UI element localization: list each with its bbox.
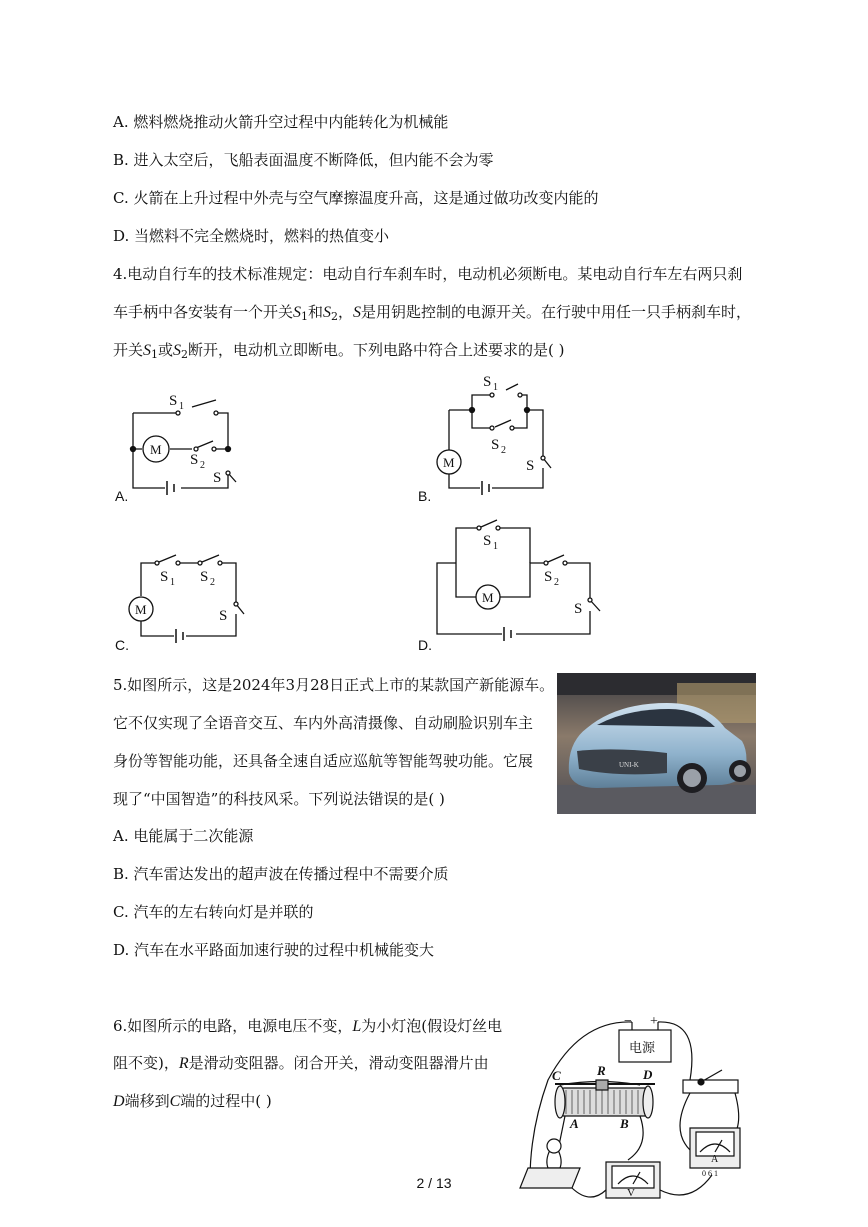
motor-symbol: M: [150, 442, 162, 457]
terminal-b-label: B: [620, 1116, 629, 1131]
switch-s1-label: S: [483, 533, 492, 549]
q5-option-b: B. 汽车雷达发出的超声波在传播过程中不需要介质: [113, 865, 449, 883]
switch-s-label: S: [574, 601, 583, 617]
switch-s2-subscript: 2: [200, 460, 205, 471]
q3-option-a: A. 燃料燃烧推动火箭升空过程中内能转化为机械能: [113, 113, 449, 131]
q4-stem-line1: 4.电动自行车的技术标准规定：电动自行车刹车时，电动机必须断电。某电动自行车左右两只刹: [113, 265, 743, 283]
switch-s1-label: S: [483, 374, 492, 390]
switch-s2-subscript: 2: [554, 577, 559, 588]
circuit-c-label: C.: [115, 637, 129, 653]
q5-option-d: D. 汽车在水平路面加速行驶的过程中机械能变大: [113, 941, 435, 959]
q6-stem-line1: 6.如图所示的电路，电源电压不变，L为小灯泡(假设灯丝电: [113, 1017, 503, 1035]
terminal-c-label: C: [552, 1068, 561, 1083]
motor-symbol: M: [135, 602, 147, 617]
switch-s2-subscript: 2: [501, 445, 506, 456]
power-source-label: 电源: [629, 1040, 656, 1055]
q4-stem-line2: 车手柄中各安装有一个开关$S_1$和$S_2$，S是用钥匙控制的电源开关。在行驶中用任一只手柄刹车时，: [113, 303, 752, 323]
minus-terminal-label: −: [624, 1014, 632, 1029]
q6-stem-line2: 阻不变)，R是滑动变阻器。闭合开关，滑动变阻器滑片由: [113, 1054, 489, 1072]
plus-terminal-label: +: [650, 1014, 658, 1029]
circuit-b-label: B.: [418, 488, 432, 504]
circuit-a-label: A.: [115, 488, 129, 504]
switch-s2-label: S: [190, 452, 199, 468]
switch-s2-subscript: 2: [210, 577, 215, 588]
switch-s1-label: S: [160, 569, 169, 585]
circuit-d-label: D.: [418, 637, 432, 653]
q3-option-b: B. 进入太空后，飞船表面温度不断降低，但内能不会为零: [113, 151, 494, 169]
switch-s-label: S: [526, 458, 535, 474]
q4-stem-line3: 开关$S_1$或$S_2$断开，电动机立即断电。下列电路中符合上述要求的是( ): [113, 341, 565, 361]
ammeter-terminals-label: 0 6 1: [702, 1169, 718, 1178]
q3-option-d: D. 当燃料不完全燃烧时，燃料的热值变小: [113, 227, 390, 245]
switch-s-label: S: [219, 608, 228, 624]
switch-s1-subscript: 1: [179, 401, 184, 412]
switch-s1-subscript: 1: [170, 577, 175, 588]
rheostat-body: [560, 1088, 650, 1116]
q5-stem-line4: 现了“中国智造”的科技风采。下列说法错误的是( ): [113, 790, 445, 808]
rheostat-r-label: R: [597, 1063, 606, 1078]
switch-s-label: S: [213, 470, 222, 486]
q5-stem-line2: 它不仅实现了全语音交互、车内外高清摄像、自动刷脸识别车主: [113, 714, 534, 732]
svg-text:UNI-K: UNI-K: [619, 761, 639, 769]
terminal-a-label: A: [570, 1116, 579, 1131]
switch-s2-label: S: [491, 437, 500, 453]
page-number: 2 / 13: [416, 1175, 452, 1191]
circuit-diagram-b: [420, 370, 570, 500]
motor-symbol: M: [443, 455, 455, 470]
q5-option-a: A. 电能属于二次能源: [113, 827, 254, 845]
q5-stem-line1: 5.如图所示，这是2024年3月28日正式上市的某款国产新能源车。: [113, 676, 555, 694]
motor-symbol: M: [482, 590, 494, 605]
circuit-diagram-c: [110, 545, 260, 650]
circuit-diagram-a: [110, 385, 260, 505]
switch-s2-label: S: [200, 569, 209, 585]
switch-s1-subscript: 1: [493, 541, 498, 552]
circuit-diagram-d: [430, 510, 605, 650]
switch-s1-label: S: [169, 393, 178, 409]
ammeter-label: A: [711, 1154, 719, 1165]
rheostat-slider: [596, 1080, 608, 1090]
terminal-d-label: D: [643, 1067, 653, 1082]
new-energy-car-photo: [557, 673, 756, 814]
q5-option-c: C. 汽车的左右转向灯是并联的: [113, 903, 314, 921]
switch-s1-subscript: 1: [493, 382, 498, 393]
switch-s2-label: S: [544, 569, 553, 585]
knife-switch: [683, 1080, 738, 1093]
q3-option-c: C. 火箭在上升过程中外壳与空气摩擦温度升高，这是通过做功改变内能的: [113, 189, 599, 207]
q6-stem-line3: D端移到C端的过程中( ): [113, 1092, 272, 1110]
q5-stem-line3: 身份等智能功能，还具备全速自适应巡航等智能驾驶功能。它展: [113, 752, 534, 770]
voltmeter-label: V: [627, 1187, 635, 1199]
